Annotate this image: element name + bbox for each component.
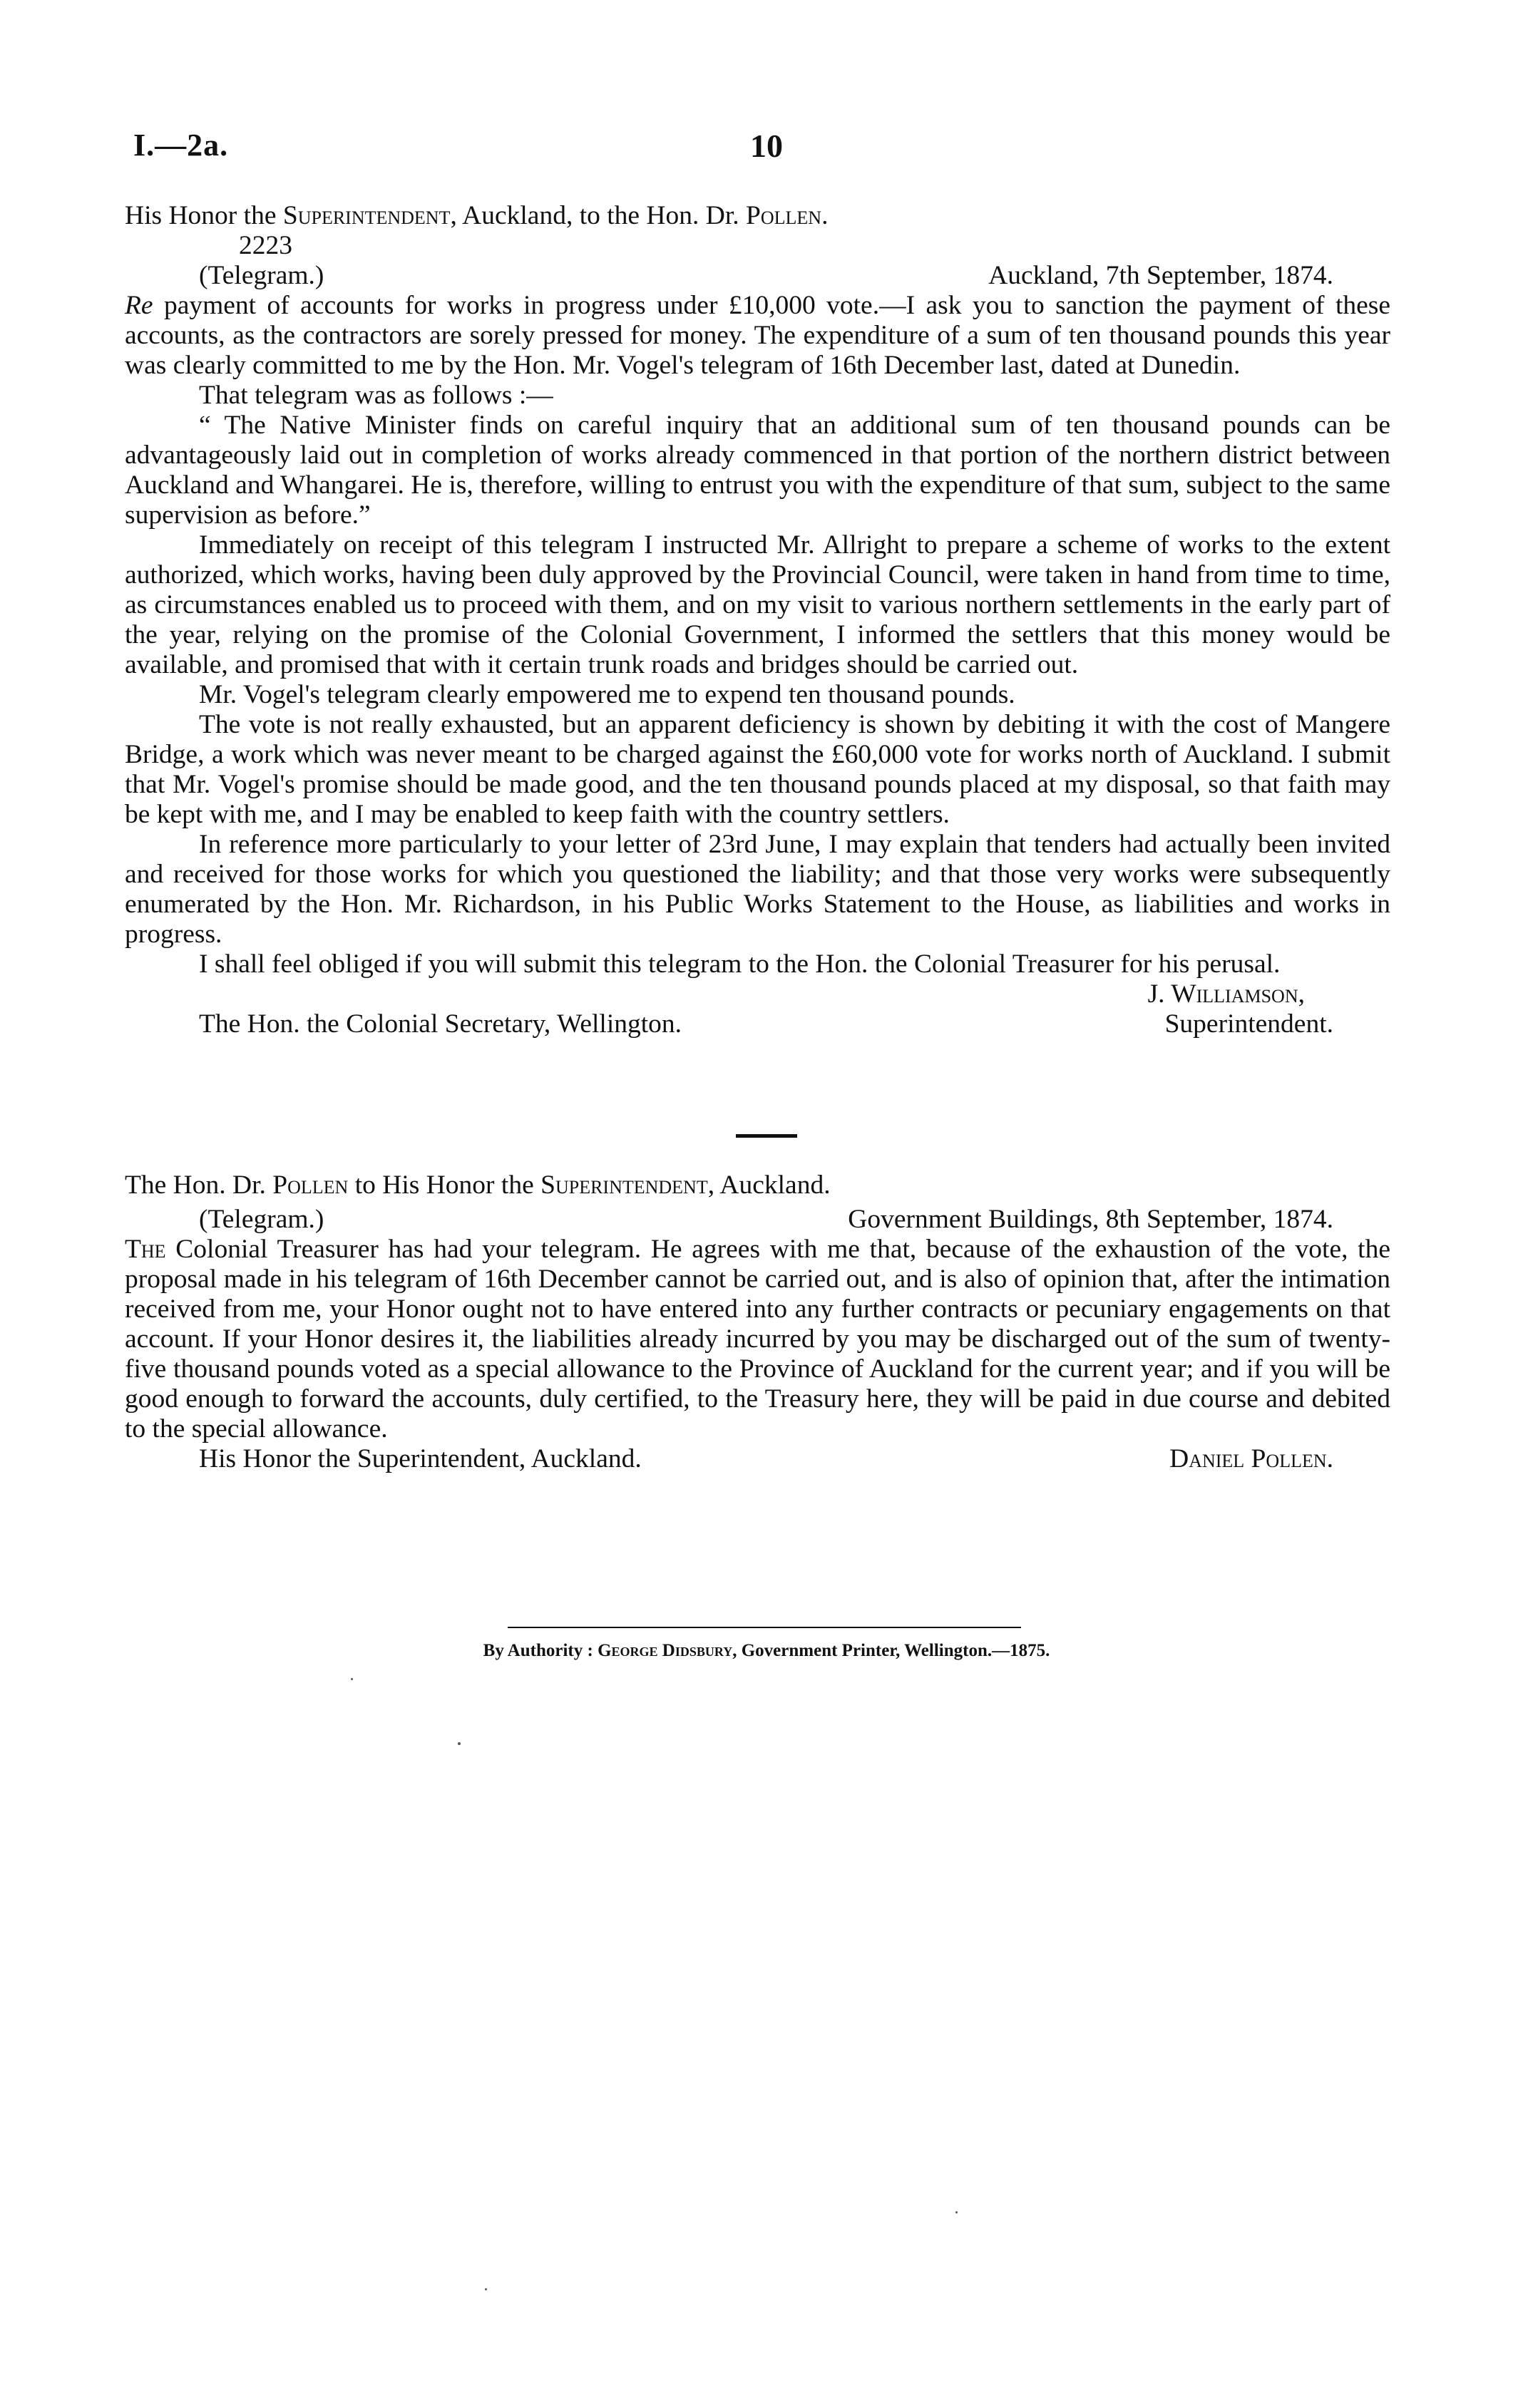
signature-name: J. Williamson, [1147, 979, 1305, 1009]
scan-speck [955, 2211, 958, 2213]
page-number: 10 [750, 128, 783, 164]
signature-title: Superintendent. [1164, 1009, 1333, 1039]
letter-heading: His Honor the Superintendent, Auckland, to the Hon. Dr. Pollen. [125, 201, 829, 230]
paragraph: That telegram was as follows :— [199, 381, 553, 410]
telegram-dateline [125, 1205, 1390, 1235]
signature-row [125, 979, 1390, 1009]
page-header [125, 127, 1408, 170]
recipient: His Honor the Superintendent, Auckland. [199, 1444, 642, 1473]
paragraph: Immediately on receipt of this telegram I instructed Mr. Allright to prepare a scheme of works to the extent authorized, which works, having been duly approved by the Provincial Council, were taken in hand from time to time, as circumstances enabled us to proceed with them, and on my visit to various northern settlements in the early part of the year, relying on the promise of the Colonial Government, I informed the settlers that this money would be available, and promised that with it certain trunk roads and bridges should be carried out. [125, 530, 1390, 679]
paragraph: The vote is not really exhausted, but an apparent deficiency is shown by debiting it with the cost of Mangere Bridge, a work which was never meant to be charged against the £60,000 vote for works north of Auckland. I submit that Mr. Vogel's promise should be made good, and the ten thousand pounds placed at my disposal, so that faith may be kept with me, and I may be enabled to keep faith with the country settlers. [125, 710, 1390, 829]
imprint-rule [508, 1627, 1021, 1628]
letter-number: 2223 [239, 231, 292, 260]
telegram-dateline [125, 261, 1390, 291]
scan-speck [485, 2288, 487, 2290]
paragraph: I shall feel obliged if you will submit this telegram to the Hon. the Colonial Treasurer for his perusal. [199, 950, 1281, 979]
paragraph: Re payment of accounts for works in progress under £10,000 vote.—I ask you to sanction the payment of these accounts, as the contractors are sorely pressed for money. The expenditure of a sum of ten thousand pounds this year was clearly committed to me by the Hon. Mr. Vogel's telegram of 16th December last, dated at Dunedin. [125, 291, 1390, 380]
scan-speck [458, 1742, 461, 1745]
letter-number-row [125, 231, 1390, 261]
recipient: The Hon. the Colonial Secretary, Wellington. [199, 1009, 682, 1039]
letter-pollen [125, 1170, 1390, 1474]
paragraph: In reference more particularly to your letter of 23rd June, I may explain that tenders had actually been invited and received for those works for which you questioned the liability; and that those very works were subsequently enumerated by the Hon. Mr. Richardson, in his Public Works Statement to the House, as liabilities and works in progress. [125, 830, 1390, 949]
paragraph: The Colonial Treasurer has had your telegram. He agrees with me that, because of the exhaustion of the vote, the proposal made in his telegram of 16th December cannot be carried out, and is also of opinion that, after the intimation received from me, your Honor ought not to have entered into any further contracts or pecuniary engagements on that account. If your Honor desires it, the liabilities already incurred by you may be discharged out of the sum of twenty-five thousand pounds voted as a special allowance to the Province of Auckland for the current year; and if you will be good enough to forward the accounts, duly certified, to the Treasury here, they will be paid in due course and debited to the special allowance. [125, 1235, 1390, 1444]
telegram-label: (Telegram.) [199, 1205, 324, 1234]
signature: Daniel Pollen. [1169, 1444, 1333, 1473]
place-date: Government Buildings, 8th September, 1874. [848, 1205, 1333, 1234]
paragraph: Mr. Vogel's telegram clearly empowered me to expend ten thousand pounds. [199, 680, 1015, 709]
place-date: Auckland, 7th September, 1874. [988, 261, 1333, 290]
telegram-label: (Telegram.) [199, 261, 324, 290]
series-number: I.—2a. [133, 128, 229, 163]
recipient-row [125, 1009, 1390, 1039]
recipient-row [125, 1444, 1390, 1474]
section-divider [736, 1134, 797, 1138]
quoted-telegram: “ The Native Minister finds on careful inquiry that an additional sum of ten thousand pounds can be advantageously laid out in completion of works already commenced in that portion of the northern district between Auckland and Whangarei. He is, therefore, willing to entrust you with the expenditure of that sum, subject to the same supervision as before.” [125, 411, 1390, 530]
scan-speck [351, 1678, 353, 1680]
letter-heading: The Hon. Dr. Pollen to His Honor the Superintendent, Auckland. [125, 1170, 831, 1200]
letter-williamson [125, 201, 1390, 1039]
printer-imprint: By Authority : George Didsbury, Government Printer, Wellington.—1875. [483, 1641, 1050, 1660]
